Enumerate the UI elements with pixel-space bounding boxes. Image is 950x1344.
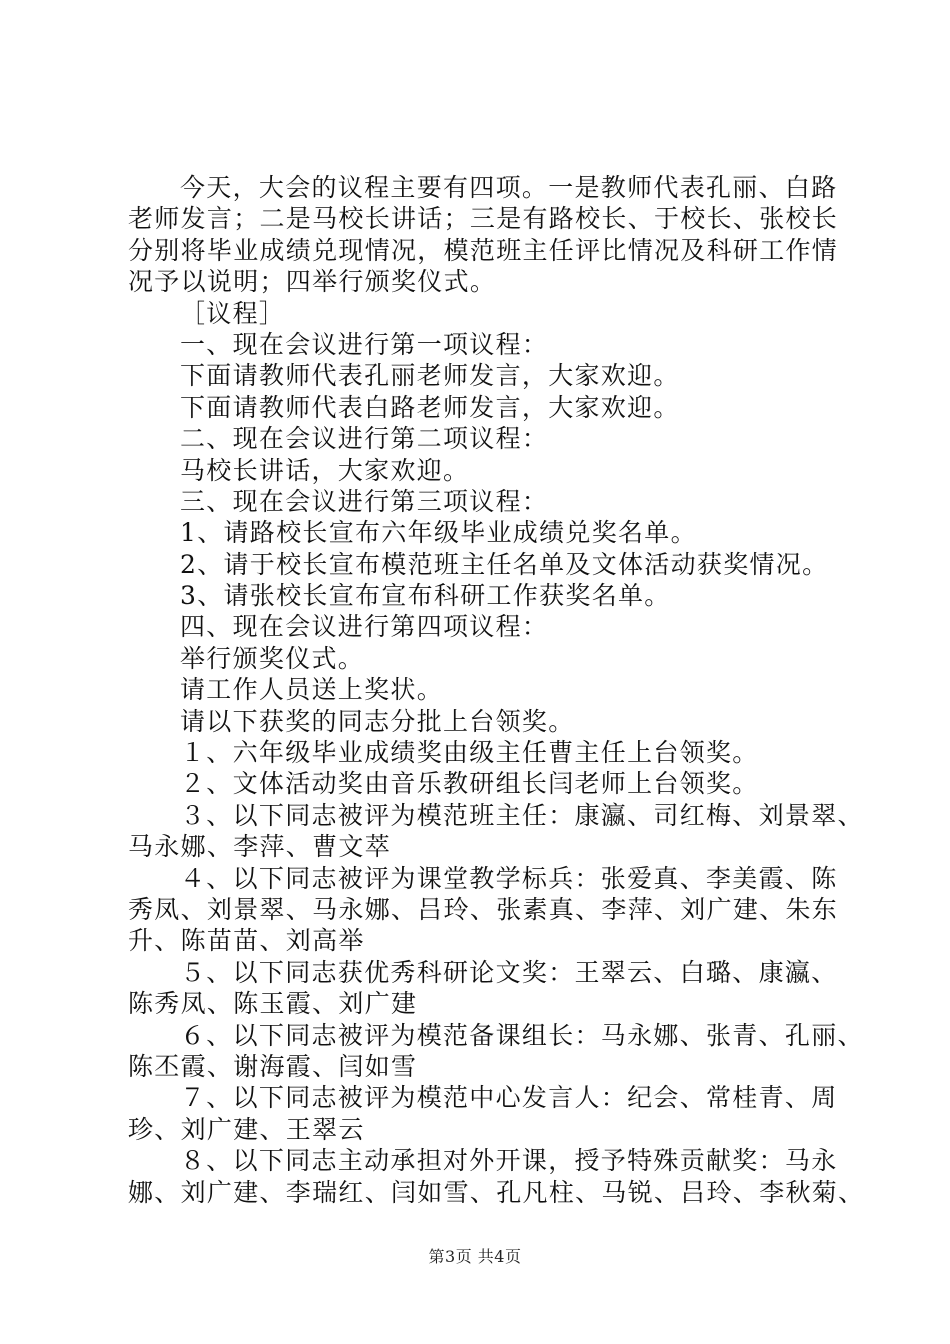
list-item: 1、请路校长宣布六年级毕业成绩兑奖名单。 xyxy=(180,518,697,548)
list-item: ５、以下同志获优秀科研论文奖：王翠云、白璐、康瀛、 xyxy=(180,957,838,987)
paragraph-line: 秀凤、刘景翠、马永娜、吕玲、张素真、李萍、刘广建、朱东 xyxy=(128,894,839,924)
agenda-heading: ［议程］ xyxy=(180,298,286,328)
list-item: ２、文体活动奖由音乐教研组长闫老师上台领奖。 xyxy=(180,769,759,799)
paragraph-line: 升、陈苗苗、刘高举 xyxy=(128,926,365,956)
page-footer: 第3页 共4页 xyxy=(428,1247,522,1266)
list-item: 3、请张校长宣布宣布科研工作获奖名单。 xyxy=(180,581,671,611)
paragraph-line: 马校长讲话，大家欢迎。 xyxy=(180,455,470,485)
paragraph-line: 陈丕霞、谢海霞、闫如雪 xyxy=(128,1051,418,1081)
paragraph-line: 况予以说明；四举行颁奖仪式。 xyxy=(128,267,497,297)
paragraph-line: 下面请教师代表孔丽老师发言，大家欢迎。 xyxy=(180,361,680,391)
list-item: 2、请于校长宣布模范班主任名单及文体活动获奖情况。 xyxy=(180,549,829,579)
agenda-item-2-heading: 二、现在会议进行第二项议程： xyxy=(180,424,549,454)
document-body xyxy=(128,172,865,1208)
paragraph-line: 下面请教师代表白路老师发言，大家欢迎。 xyxy=(180,392,680,422)
paragraph-line: 娜、刘广建、李瑞红、闫如雪、孔凡柱、马锐、吕玲、李秋菊、 xyxy=(128,1177,865,1207)
paragraph-line: 老师发言；二是马校长讲话；三是有路校长、于校长、张校长 xyxy=(128,204,839,234)
paragraph-line: 举行颁奖仪式。 xyxy=(180,643,365,673)
paragraph-line: 马永娜、李萍、曹文萃 xyxy=(128,832,392,862)
list-item: ６、以下同志被评为模范备课组长：马永娜、张青、孔丽、 xyxy=(180,1020,864,1050)
list-item: ７、以下同志被评为模范中心发言人：纪会、常桂青、周 xyxy=(180,1083,838,1113)
paragraph-line: 陈秀凤、陈玉霞、刘广建 xyxy=(128,989,418,1019)
agenda-item-4-heading: 四、现在会议进行第四项议程： xyxy=(180,612,549,642)
paragraph-line: 分别将毕业成绩兑现情况，模范班主任评比情况及科研工作情 xyxy=(128,235,839,265)
list-item: １、六年级毕业成绩奖由级主任曹主任上台领奖。 xyxy=(180,738,759,768)
agenda-item-1-heading: 一、现在会议进行第一项议程： xyxy=(180,329,549,359)
paragraph-line: 请以下获奖的同志分批上台领奖。 xyxy=(180,706,575,736)
list-item: ３、以下同志被评为模范班主任：康瀛、司红梅、刘景翠、 xyxy=(180,800,864,830)
paragraph-line: 请工作人员送上奖状。 xyxy=(180,675,444,705)
paragraph-line: 今天，大会的议程主要有四项。一是教师代表孔丽、白路 xyxy=(180,173,838,202)
list-item: ８、以下同志主动承担对外开课，授予特殊贡献奖：马永 xyxy=(180,1146,838,1176)
paragraph-line: 珍、刘广建、王翠云 xyxy=(128,1114,365,1144)
list-item: ４、以下同志被评为课堂教学标兵：张爱真、李美霞、陈 xyxy=(180,863,838,893)
agenda-item-3-heading: 三、现在会议进行第三项议程： xyxy=(180,486,549,516)
